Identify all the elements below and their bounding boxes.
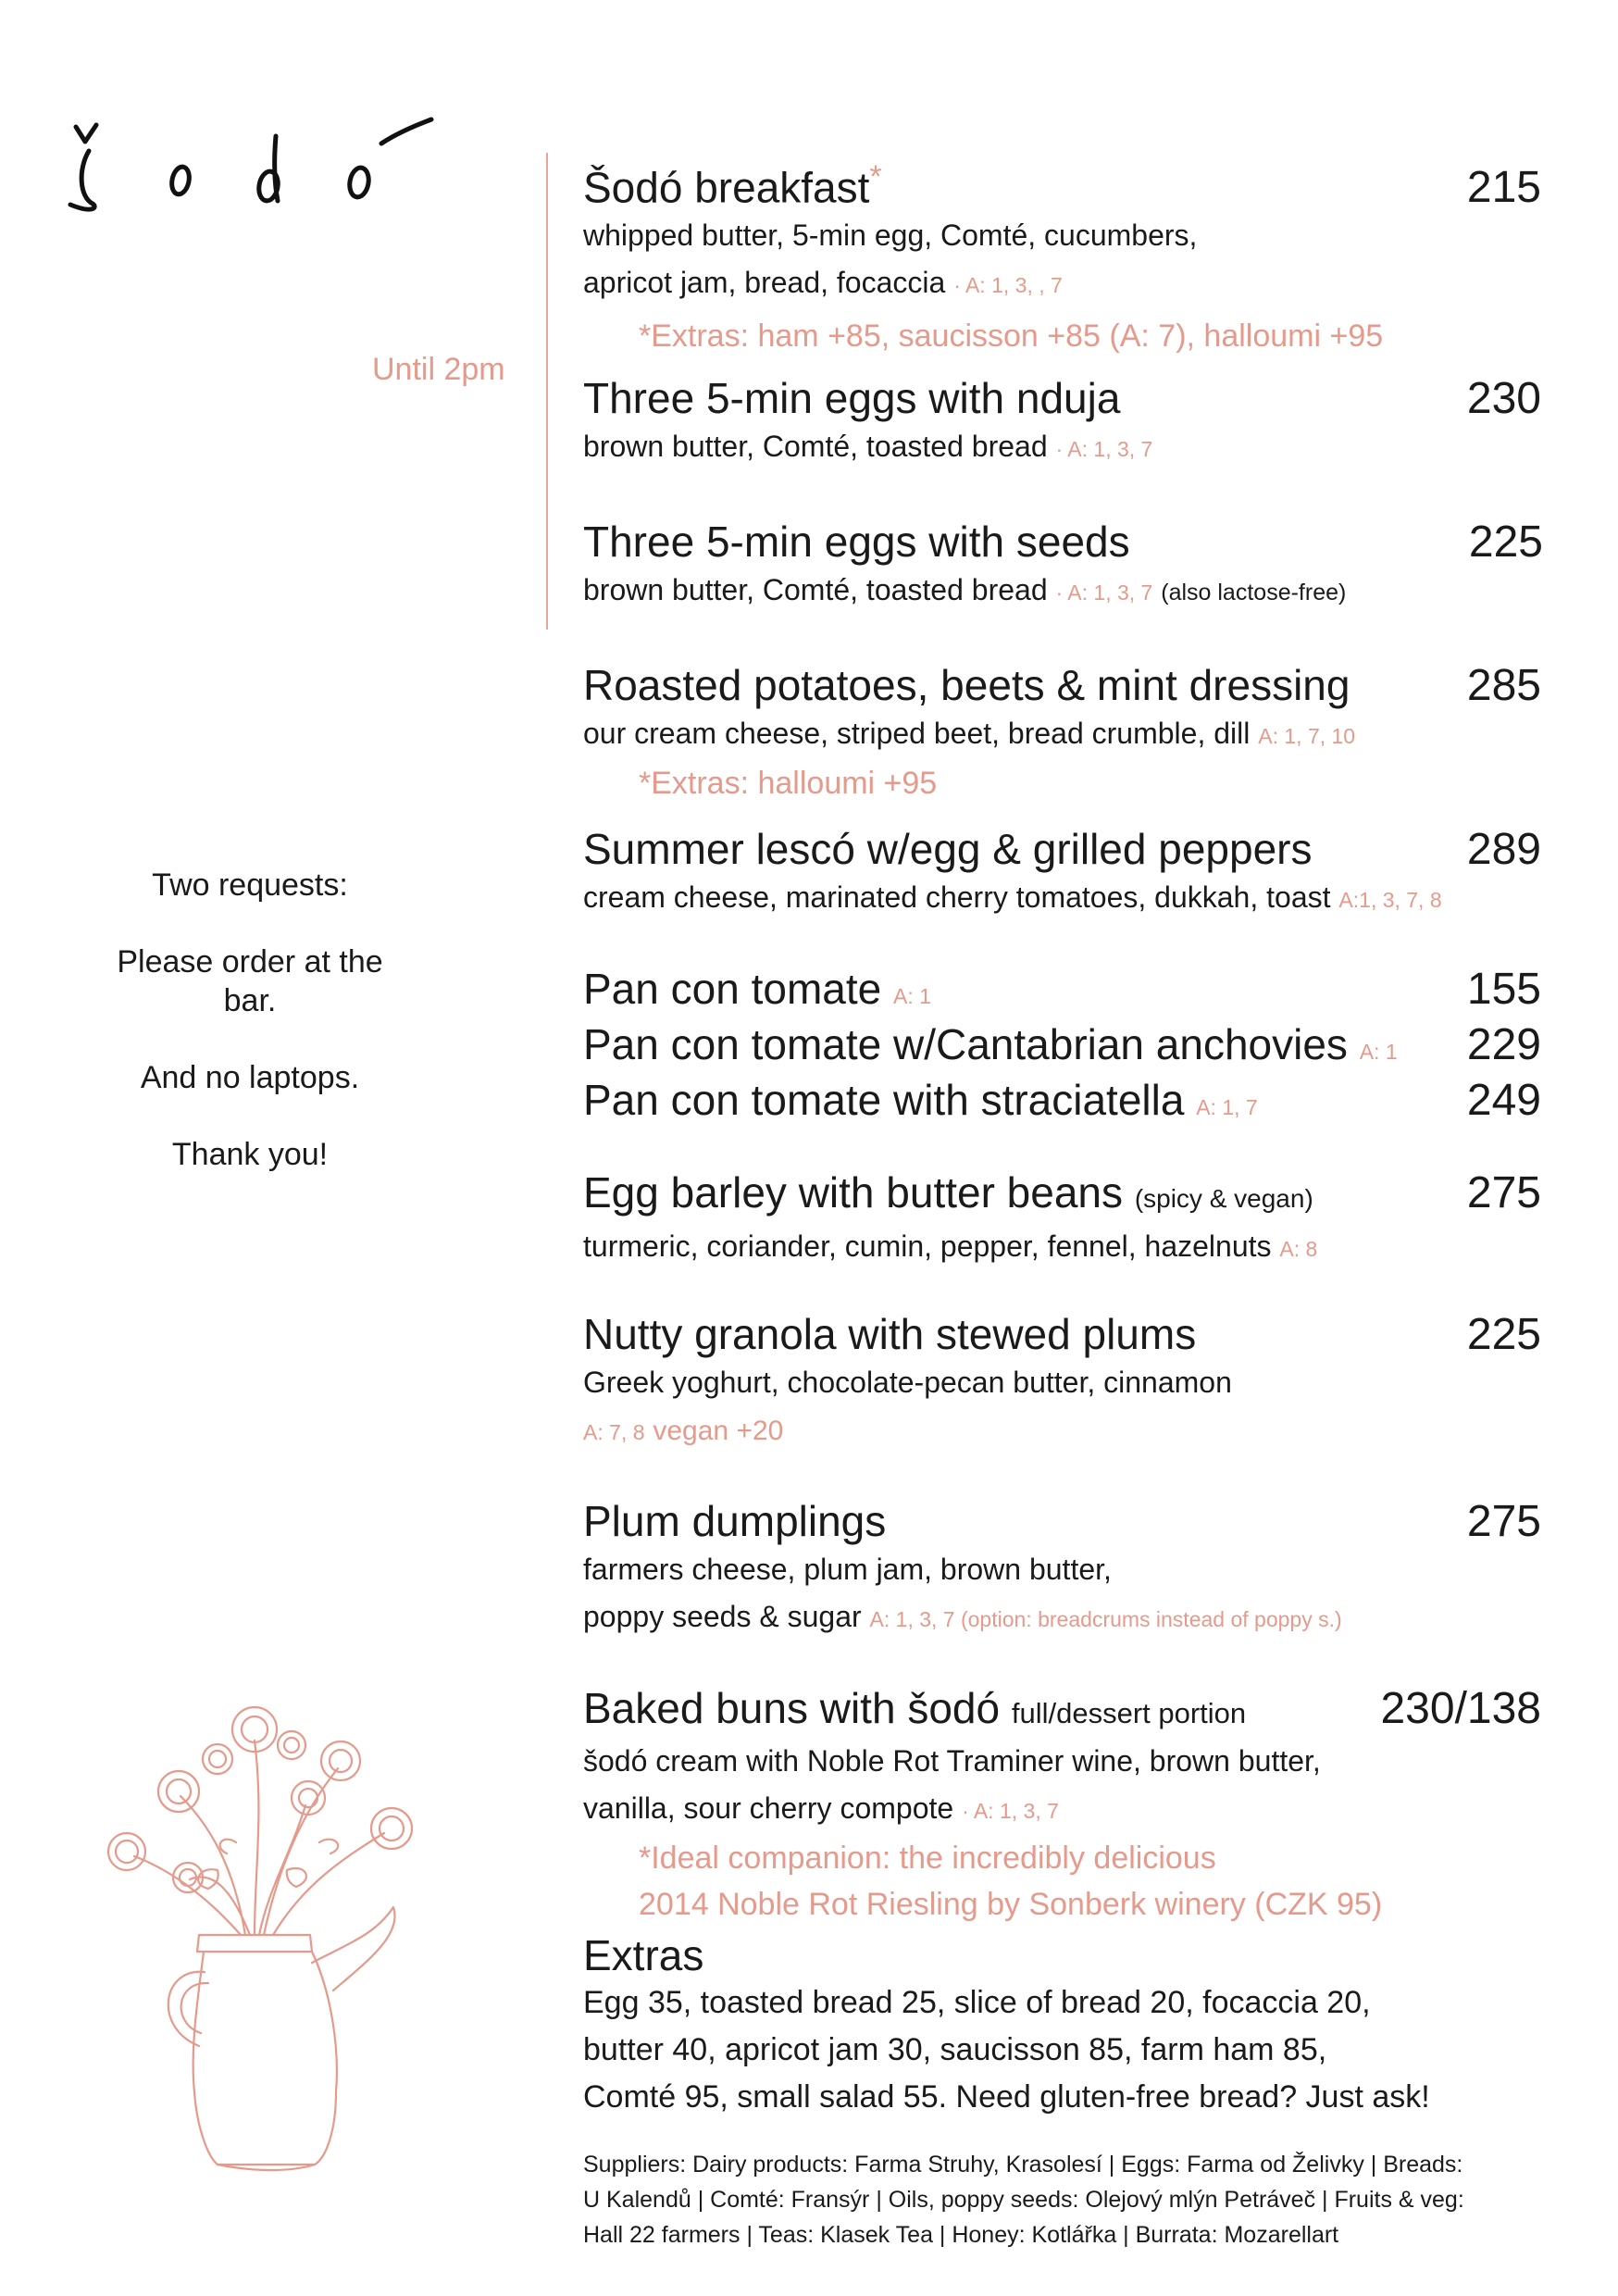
asterisk: *	[869, 159, 882, 194]
extras-line: Comté 95, small salad 55. Need gluten-free bread? Just ask!	[583, 2079, 1430, 2115]
allergens: A: 1	[892, 984, 931, 1009]
allergens: A: 1, 7, 10	[1258, 724, 1356, 749]
item-desc: cream cheese, marinated cherry tomatoes, dukkah, toast A:1, 3, 7, 8	[583, 880, 1442, 915]
item-desc: brown butter, Comté, toasted bread · A: 1, 3, 7 (also lactose-free)	[583, 573, 1347, 607]
item-name: Pan con tomate with straciatella A: 1, 7	[583, 1076, 1258, 1125]
item-name: Šodó breakfast*	[583, 159, 882, 212]
item-price: 155	[1466, 965, 1541, 1015]
item-desc: turmeric, coriander, cumin, pepper, fennel, hazelnuts A: 8	[583, 1229, 1318, 1264]
extras-title: Extras	[583, 1931, 704, 1980]
item-price: 249	[1466, 1076, 1541, 1126]
item-price: 230	[1466, 374, 1541, 424]
allergens: · A: 1, 3, 7	[1055, 580, 1153, 605]
item-portion: full/dessert portion	[1011, 1697, 1247, 1730]
item-price: 229	[1466, 1020, 1541, 1070]
menu-item-pan-con-tomate	[583, 965, 1541, 1131]
requests-line: Two requests:	[152, 867, 348, 903]
allergens: A: 1, 3, 7 (option: breadcrums instead of poppy s.)	[869, 1607, 1342, 1632]
item-desc: apricot jam, bread, focaccia · A: 1, 3, , 7	[583, 266, 1063, 300]
allergens: · A: 1, 3, 7	[962, 1799, 1059, 1824]
item-price: 275	[1466, 1497, 1541, 1547]
item-price: 215	[1466, 163, 1541, 213]
item-desc: Greek yoghurt, chocolate-pecan butter, cinnamon	[583, 1366, 1232, 1400]
item-extras: *Extras: ham +85, saucisson +85 (A: 7), halloumi +95	[639, 318, 1384, 355]
item-price: 230/138	[1380, 1684, 1541, 1734]
allergens: A: 7, 8	[583, 1420, 645, 1445]
item-name: Pan con tomate A: 1	[583, 965, 931, 1014]
item-name: Pan con tomate w/Cantabrian anchovies A: 1	[583, 1020, 1398, 1069]
menu-item-granola	[583, 1310, 1541, 1456]
allergens: · A: 1, 3, , 7	[953, 273, 1063, 298]
menu-item-seeds	[583, 518, 1541, 617]
item-price: 289	[1466, 825, 1541, 875]
item-note: (also lactose-free)	[1161, 580, 1347, 606]
item-desc: brown butter, Comté, toasted bread · A: 1, 3, 7	[583, 430, 1153, 464]
extras-line: Egg 35, toasted bread 25, slice of bread 20, focaccia 20,	[583, 1985, 1371, 2021]
allergens: A: 1	[1359, 1040, 1398, 1065]
item-desc: vanilla, sour cherry compote · A: 1, 3, 7	[583, 1791, 1059, 1826]
section-divider-line	[546, 153, 548, 630]
allergens: · A: 1, 3, 7	[1055, 437, 1153, 462]
wine-note: 2014 Noble Rot Riesling by Sonberk winery (CZK 95)	[639, 1887, 1383, 1923]
allergens: A: 1, 7	[1196, 1095, 1258, 1120]
vegan-option: vegan +20	[653, 1416, 784, 1447]
item-name: Three 5-min eggs with seeds	[583, 518, 1130, 567]
flower-vase-illustration	[79, 1657, 477, 2176]
item-desc: our cream cheese, striped beet, bread crumble, dill A: 1, 7, 10	[583, 717, 1356, 751]
menu-item-lesco	[583, 825, 1541, 924]
item-allergens-line	[583, 1406, 1541, 1456]
sodo-logo	[65, 116, 435, 218]
menu-item-buns	[583, 1684, 1541, 1928]
item-name: Summer lescó w/egg & grilled peppers	[583, 825, 1313, 874]
requests-line: Please order at the bar.	[117, 944, 383, 1018]
menu-item-barley	[583, 1168, 1541, 1273]
item-price: 225	[1466, 1310, 1541, 1360]
item-desc: whipped butter, 5-min egg, Comté, cucumbers,	[583, 218, 1198, 253]
requests-line: Thank you!	[171, 1137, 329, 1172]
item-name: Egg barley with butter beans (spicy & vegan)	[583, 1168, 1313, 1217]
item-tag: (spicy & vegan)	[1134, 1184, 1313, 1214]
wine-note: *Ideal companion: the incredibly delicious	[639, 1841, 1216, 1877]
item-price: 225	[1468, 518, 1543, 568]
item-name: Plum dumplings	[583, 1497, 887, 1546]
requests-line: And no laptops.	[140, 1060, 360, 1095]
menu-item-potatoes	[583, 661, 1541, 806]
menu-item-dumplings	[583, 1497, 1541, 1643]
item-desc: šodó cream with Noble Rot Traminer wine, brown butter,	[583, 1744, 1321, 1778]
requests-note	[93, 866, 407, 1212]
item-name: Three 5-min eggs with nduja	[583, 374, 1121, 423]
suppliers-line: Hall 22 farmers | Teas: Klasek Tea | Honey: Kotlářka | Burrata: Mozarellart	[583, 2222, 1339, 2249]
item-name: Roasted potatoes, beets & mint dressing	[583, 661, 1350, 710]
item-desc: farmers cheese, plum jam, brown butter,	[583, 1553, 1112, 1587]
item-price: 285	[1466, 661, 1541, 711]
allergens: A: 8	[1279, 1237, 1318, 1262]
menu-item-breakfast	[583, 153, 1541, 359]
menu-list	[583, 153, 1541, 2252]
until-label: Until 2pm	[372, 352, 505, 387]
item-name: Baked buns with šodó full/dessert portion	[583, 1684, 1247, 1733]
item-extras: *Extras: halloumi +95	[639, 766, 938, 802]
suppliers-line: Suppliers: Dairy products: Farma Struhy, Krasolesí | Eggs: Farma od Želivky | Breads:	[583, 2152, 1463, 2178]
item-price: 275	[1466, 1168, 1541, 1218]
suppliers-line: U Kalendů | Comté: Fransýr | Oils, poppy seeds: Olejový mlýn Petráveč | Fruits & veg:	[583, 2187, 1464, 2214]
extras-section	[583, 1931, 1541, 2121]
suppliers-footer	[583, 2147, 1541, 2252]
allergens: A:1, 3, 7, 8	[1338, 888, 1442, 913]
extras-line: butter 40, apricot jam 30, saucisson 85, farm ham 85,	[583, 2032, 1327, 2068]
item-desc: poppy seeds & sugar A: 1, 3, 7 (option: breadcrums instead of poppy s.)	[583, 1600, 1342, 1634]
item-name: Nutty granola with stewed plums	[583, 1310, 1197, 1359]
menu-item-nduja	[583, 374, 1541, 473]
